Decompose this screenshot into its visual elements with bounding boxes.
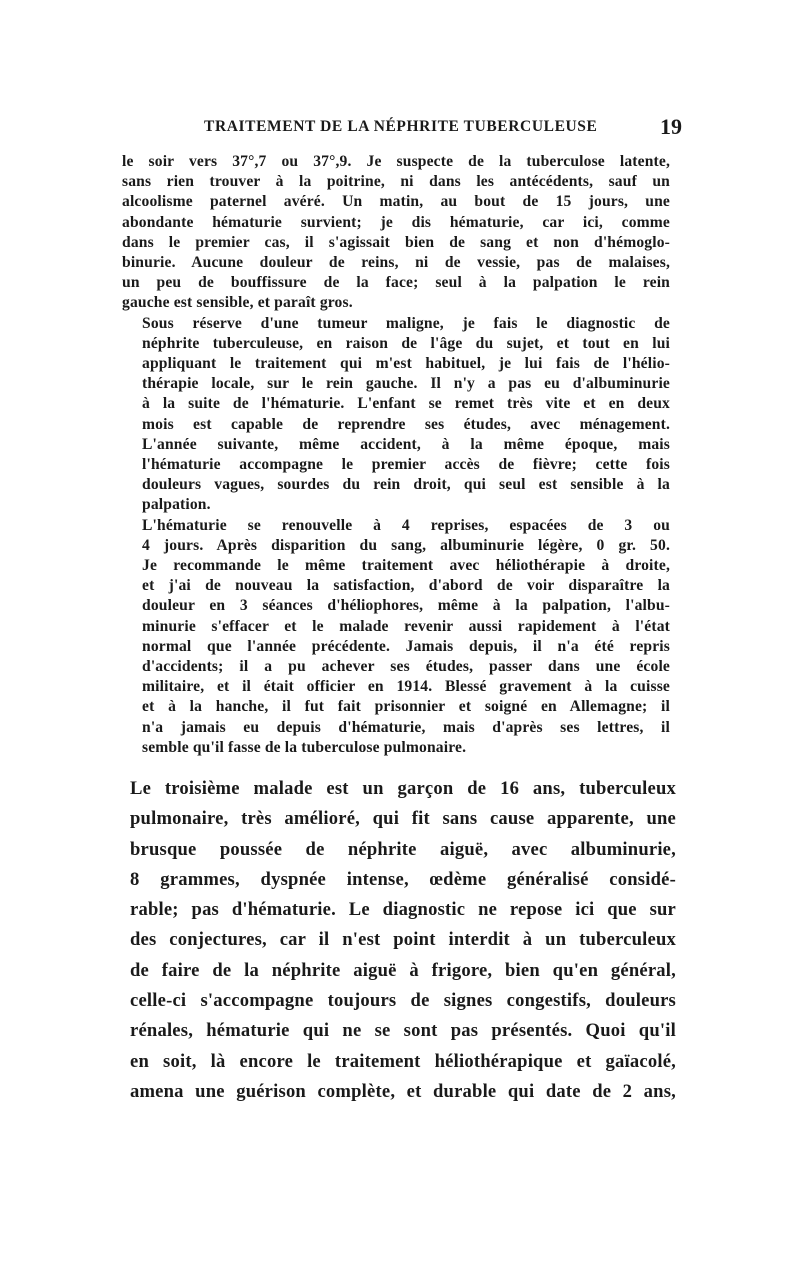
text-line: à la suite de l'hématurie. L'enfant se remet très vite et en deux: [142, 395, 670, 413]
page-number: 19: [660, 114, 682, 139]
text-line: d'accidents; il a pu achever ses études, passer dans une école: [142, 658, 670, 676]
text-line: et à la hanche, il fut fait prisonnier et soigné en Allemagne; il: [142, 698, 670, 716]
text-line: amena une guérison complète, et durable qui date de 2 ans,: [130, 1080, 676, 1102]
text-line: sans rien trouver à la poitrine, ni dans les antécédents, sauf un: [122, 173, 670, 191]
paragraph-recurrence: [122, 516, 670, 758]
text-line: le soir vers 37°,7 ou 37°,9. Je suspecte de la tuberculose latente,: [122, 153, 670, 170]
text-line: et j'ai de nouveau la satisfaction, d'abord de voir disparaître la: [142, 577, 670, 595]
text-line: Le troisième malade est un garçon de 16 ans, tuberculeux: [130, 778, 676, 799]
text-line: binurie. Aucune douleur de reins, ni de vessie, pas de malaises,: [122, 254, 670, 272]
text-line: celle-ci s'accompagne toujours de signes congestifs, douleurs: [130, 990, 676, 1012]
body-text-small: [122, 152, 670, 758]
text-line: n'a jamais eu depuis d'hématurie, mais d'après ses lettres, il: [142, 718, 670, 736]
text-line: semble qu'il fasse de la tuberculose pulmonaire.: [142, 738, 467, 756]
text-line: rable; pas d'hématurie. Le diagnostic ne repose ici que sur: [130, 899, 676, 921]
text-line: alcoolisme paternel avéré. Un matin, au bout de 15 jours, une: [122, 193, 670, 211]
text-line: néphrite tuberculeuse, en raison de l'âge du sujet, et tout en lui: [142, 334, 670, 352]
text-line: douleurs vagues, sourdes du rein droit, qui seul est sensible à la: [142, 476, 670, 494]
paragraph-third-patient: [130, 774, 676, 1107]
body-text-large: [130, 774, 676, 1107]
running-title: TRAITEMENT DE LA NÉPHRITE TUBERCULEUSE: [204, 118, 598, 135]
text-line: normal que l'année précédente. Jamais depuis, il n'a été repris: [142, 637, 670, 655]
text-line: rénales, hématurie qui ne se sont pas présentés. Quoi qu'il: [130, 1020, 676, 1042]
text-line: appliquant le traitement qui m'est habituel, je lui fais de l'hélio-: [142, 355, 670, 373]
text-line: en soit, là encore le traitement héliothérapique et gaïacolé,: [130, 1050, 676, 1072]
text-line: Je recommande le même traitement avec héliothérapie à droite,: [142, 557, 670, 575]
text-line: brusque poussée de néphrite aiguë, avec albuminurie,: [130, 838, 676, 860]
text-line: militaire, et il était officier en 1914. Blessé gravement à la cuisse: [142, 678, 670, 696]
text-line: pulmonaire, très amélioré, qui fit sans cause apparente, une: [130, 808, 676, 830]
text-line: L'année suivante, même accident, à la même époque, mais: [142, 435, 670, 453]
paragraph-continuation: [122, 152, 670, 314]
text-line: 8 grammes, dyspnée intense, œdème généralisé considé-: [130, 868, 676, 890]
running-head: [122, 116, 682, 140]
text-line: mois est capable de reprendre ses études, avec ménagement.: [142, 415, 670, 433]
text-line: minurie s'effacer et le malade revenir aussi rapidement à l'état: [142, 617, 670, 635]
text-line: gauche est sensible, et paraît gros.: [122, 294, 353, 312]
text-line: un peu de bouffissure de la face; seul à la palpation le rein: [122, 274, 670, 292]
text-line: palpation.: [142, 496, 211, 514]
text-line: des conjectures, car il n'est point interdit à un tuberculeux: [130, 929, 676, 951]
text-line: Sous réserve d'une tumeur maligne, je fais le diagnostic de: [142, 314, 670, 332]
paragraph-diagnosis: [122, 314, 670, 516]
text-line: thérapie locale, sur le rein gauche. Il n'y a pas eu d'albuminurie: [142, 375, 670, 393]
text-line: dans le premier cas, il s'agissait bien de sang et non d'hémoglo-: [122, 233, 670, 251]
text-line: L'hématurie se renouvelle à 4 reprises, espacées de 3 ou: [142, 516, 670, 534]
text-line: abondante hématurie survient; je dis hématurie, car ici, comme: [122, 213, 670, 231]
text-line: de faire de la néphrite aiguë à frigore, bien qu'en général,: [130, 959, 676, 981]
text-line: 4 jours. Après disparition du sang, albuminurie légère, 0 gr. 50.: [142, 536, 670, 554]
text-line: douleur en 3 séances d'héliophores, même à la palpation, l'albu-: [142, 597, 670, 615]
text-line: l'hématurie accompagne le premier accès de fièvre; cette fois: [142, 456, 670, 474]
